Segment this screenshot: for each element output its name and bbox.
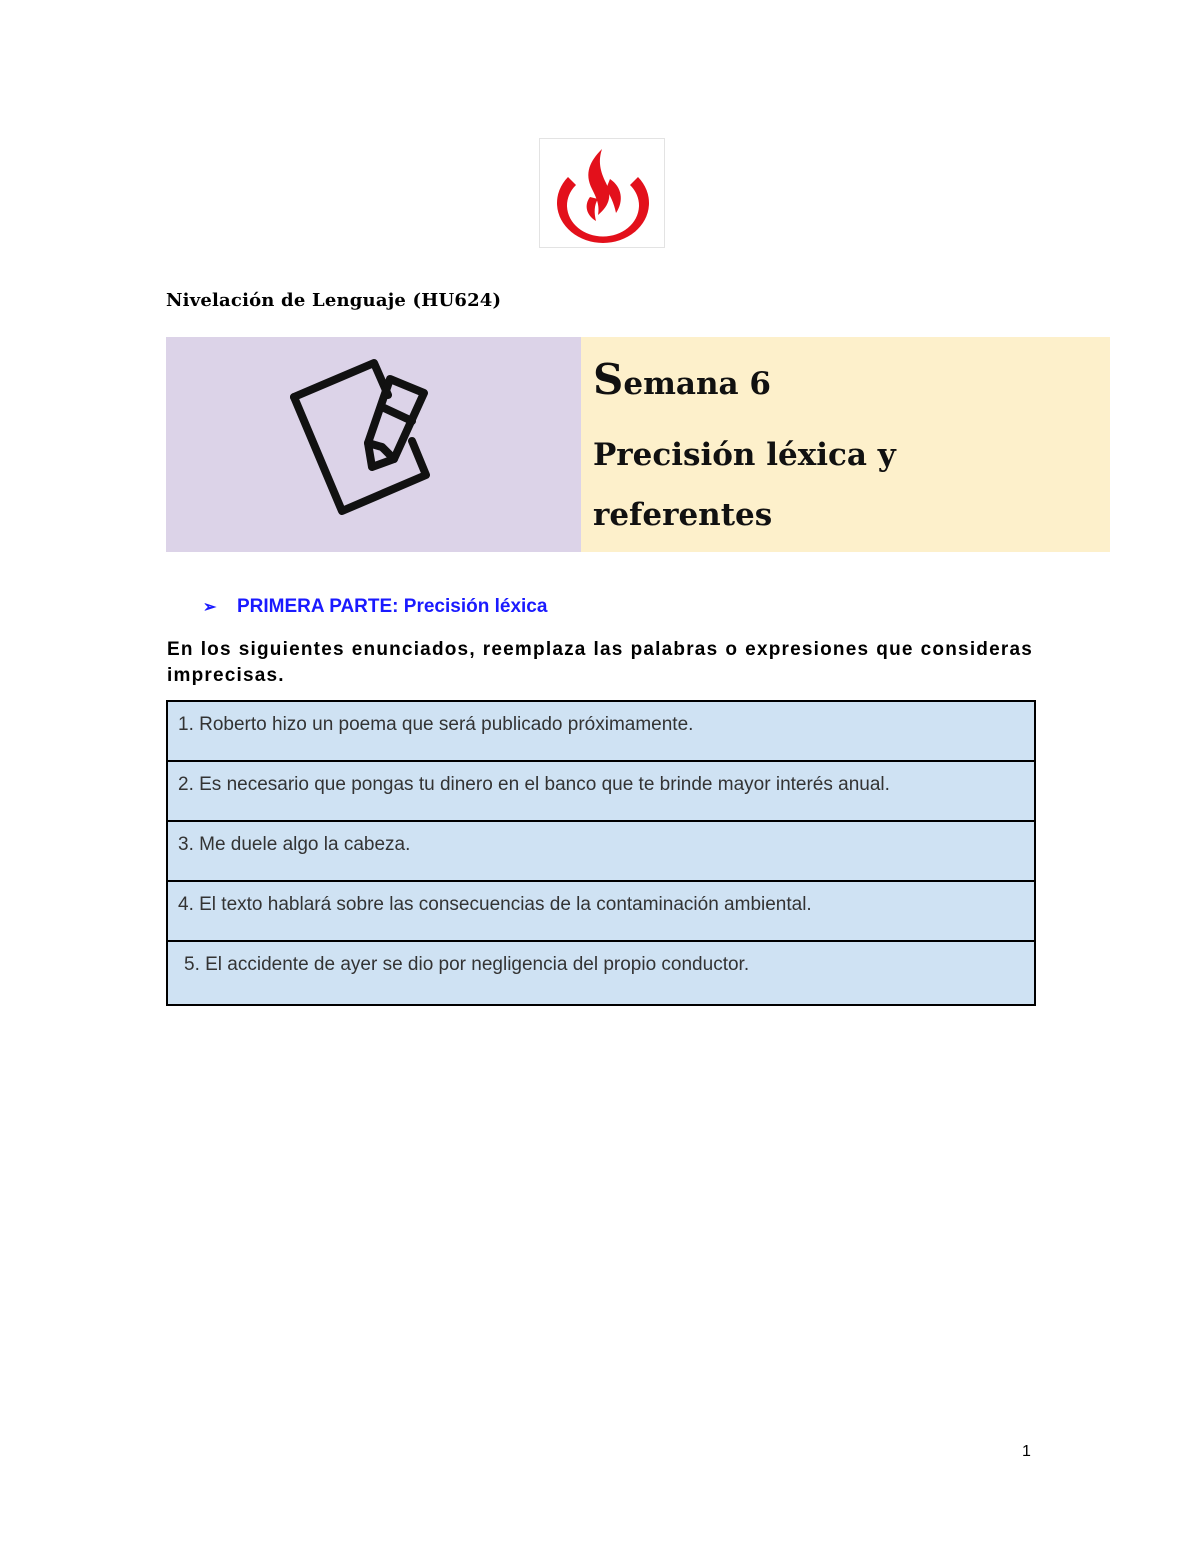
exercise-row[interactable] [166, 880, 1036, 942]
topic-title: Precisión léxica y referentes [593, 437, 896, 533]
exercise-text: 3. Me duele algo la cabeza. [178, 834, 411, 855]
exercise-text: 2. Es necesario que pongas tu dinero en el banco que te brinde mayor interés anual. [178, 774, 890, 795]
section-heading-text: PRIMERA PARTE: Precisión léxica [237, 596, 548, 617]
week-title-rest: emana 6 [623, 366, 771, 402]
exercise-row[interactable] [166, 940, 1036, 1006]
exercise-table [166, 700, 1036, 1006]
exercise-row[interactable] [166, 700, 1036, 762]
section-heading [203, 596, 547, 618]
exercise-row[interactable] [166, 820, 1036, 882]
notepad-pencil-icon [286, 355, 436, 535]
banner-icon-panel [166, 337, 581, 552]
week-banner [166, 337, 1110, 552]
arrow-bullet-icon: ➢ [203, 599, 217, 616]
exercise-row[interactable] [166, 760, 1036, 822]
instructions-text: En los siguientes enunciados, reemplaza las palabras o expresiones que consideras imprecisas. [167, 639, 1033, 686]
exercise-text: 1. Roberto hizo un poema que será publicado próximamente. [178, 714, 694, 735]
page-number: 1 [1022, 1443, 1031, 1460]
exercise-text: 4. El texto hablará sobre las consecuencias de la contaminación ambiental. [178, 894, 812, 915]
banner-title-panel [581, 337, 1110, 552]
week-title-initial: S [593, 355, 624, 404]
university-logo [539, 138, 665, 248]
week-title [593, 355, 771, 404]
flame-logo-icon [540, 139, 666, 249]
course-title: Nivelación de Lenguaje (HU624) [166, 290, 502, 311]
exercise-text: 5. El accidente de ayer se dio por negligencia del propio conductor. [184, 954, 750, 975]
